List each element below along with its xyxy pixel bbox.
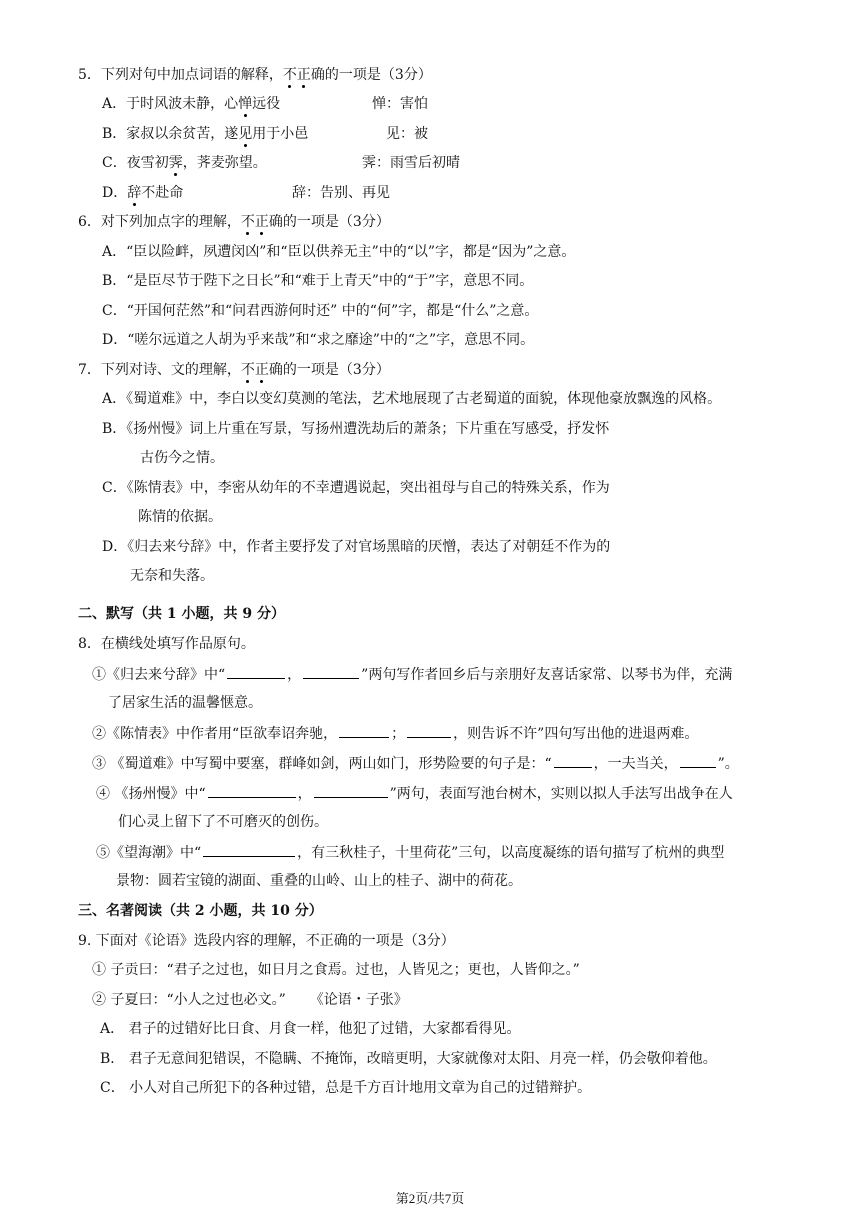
q8-item-4: ④ 《扬州慢》中“ ， ”两句，表面写池台树木，实则以拟人手法写出战争在人 bbox=[96, 786, 733, 802]
q7-option-d-line2: 无奈和失落。 bbox=[130, 568, 214, 584]
q5-option-d-note: 辞：告别、再见 bbox=[292, 185, 390, 201]
q5-option-c: C．夜雪初霁，荠麦弥望。 bbox=[102, 155, 267, 171]
answer-blank[interactable] bbox=[407, 724, 451, 738]
answer-blank[interactable] bbox=[314, 784, 388, 798]
q7-option-c-line1: C．《陈情表》中，李密从幼年的不幸遭遇说起，突出祖母与自己的特殊关系，作为 bbox=[102, 480, 610, 496]
q7-option-b-line1: B．《扬州慢》词上片重在写景，写扬州遭洗劫后的萧条；下片重在写感受，抒发怀 bbox=[102, 421, 610, 437]
q5-stem: 5．下列对句中加点词语的解释，不正确的一项是（3分） bbox=[78, 67, 432, 83]
q5-option-b: B．家叔以余贫苦，遂见用于小邑 bbox=[102, 126, 309, 142]
q8-item-5-cont: 景物：圆若宝镜的湖面、重叠的山岭、山上的桂子、湖中的荷花。 bbox=[116, 873, 522, 889]
answer-blank[interactable] bbox=[303, 665, 359, 679]
section-3-heading: 三、名著阅读（共 2 小题，共 10 分） bbox=[78, 903, 323, 919]
q5-option-d: D．辞不赴命 bbox=[102, 185, 184, 201]
answer-blank[interactable] bbox=[227, 665, 285, 679]
q6-option-c: C．“开国何茫然”和“问君西游何时还” 中的“何”字，都是“什么”之意。 bbox=[102, 303, 539, 319]
answer-blank[interactable] bbox=[554, 754, 592, 768]
q5-option-c-note: 霁：雨雪后初晴 bbox=[362, 155, 460, 171]
q7-option-b-line2: 古伤今之情。 bbox=[140, 450, 224, 466]
q5-option-a: A．于时风波未静，心惮远役 bbox=[102, 96, 281, 112]
section-2-heading: 二、默写（共 1 小题，共 9 分） bbox=[78, 606, 285, 622]
q6-option-d: D．“嗟尔远道之人胡为乎来哉”和“求之靡途”中的“之”字，意思不同。 bbox=[102, 332, 535, 348]
answer-blank[interactable] bbox=[339, 724, 389, 738]
q8-item-2: ②《陈情表》中作者用“臣欲奉诏奔驰， ； ，则告诉不许”四句写出他的进退两难。 bbox=[92, 726, 699, 742]
answer-blank[interactable] bbox=[203, 843, 295, 857]
q9-option-a: A． 君子的过错好比日食、月食一样，他犯了过错，大家都看得见。 bbox=[100, 1021, 521, 1037]
q6-option-a: A．“臣以险衅，夙遭闵凶”和“臣以供养无主”中的“以”字，都是“因为”之意。 bbox=[102, 244, 576, 260]
q8-stem: 8．在横线处填写作品原句。 bbox=[78, 636, 255, 652]
q9-source-1: ① 子贡曰：“君子之过也，如日月之食焉。过也，人皆见之；更也，人皆仰之。” bbox=[92, 962, 580, 978]
q9-stem: 9. 下面对《论语》选段内容的理解，不正确的一项是（3分） bbox=[78, 933, 455, 949]
q8-item-5: ⑤《望海潮》中“ ，有三秋桂子，十里荷花”三句，以高度凝练的语句描写了杭州的典型 bbox=[96, 845, 725, 861]
page-number: 第2页/共7页 bbox=[395, 1191, 465, 1206]
q7-option-d-line1: D．《归去来兮辞》中，作者主要抒发了对官场黑暗的厌憎，表达了对朝廷不作为的 bbox=[102, 539, 611, 555]
q7-option-c-line2: 陈情的依据。 bbox=[138, 509, 222, 525]
q5-option-b-note: 见：被 bbox=[386, 126, 428, 142]
answer-blank[interactable] bbox=[208, 784, 296, 798]
q9-option-c: C． 小人对自己所犯下的各种过错，总是千方百计地用文章为自己的过错辩护。 bbox=[100, 1080, 592, 1096]
q8-item-3: ③ 《蜀道难》中写蜀中要塞，群峰如剑，两山如门，形势险要的句子是：“ ，一夫当关， ”。 bbox=[92, 756, 739, 772]
q6-option-b: B．“是臣尽节于陛下之日长”和“难于上青天”中的“于”字，意思不同。 bbox=[102, 273, 534, 289]
q5-option-a-note: 惮：害怕 bbox=[372, 96, 428, 112]
q7-option-a: A．《蜀道难》中，李白以变幻莫测的笔法，艺术地展现了古老蜀道的面貌，体现他豪放飘逸的风格。 bbox=[102, 391, 722, 407]
answer-blank[interactable] bbox=[680, 754, 716, 768]
q7-stem: 7．下列对诗、文的理解，不正确的一项是（3分） bbox=[78, 362, 390, 378]
q8-item-1-cont: 了居家生活的温馨惬意。 bbox=[108, 695, 262, 711]
q8-item-1: ①《归去来兮辞》中“ ， ”两句写作者回乡后与亲朋好友喜话家常、以琴书为伴，充满 bbox=[92, 667, 733, 683]
q9-option-b: B． 君子无意间犯错误，不隐瞒、不掩饰，改暗更明，大家就像对太阳、月亮一样，仍会敬仰着他。 bbox=[100, 1051, 717, 1067]
q8-item-4-cont: 们心灵上留下了不可磨灭的创伤。 bbox=[118, 814, 328, 830]
q6-stem: 6．对下列加点字的理解，不正确的一项是（3分） bbox=[78, 214, 390, 230]
q9-source-2: ② 子夏曰：“小人之过也必文。” 《论语・子张》 bbox=[92, 992, 408, 1008]
